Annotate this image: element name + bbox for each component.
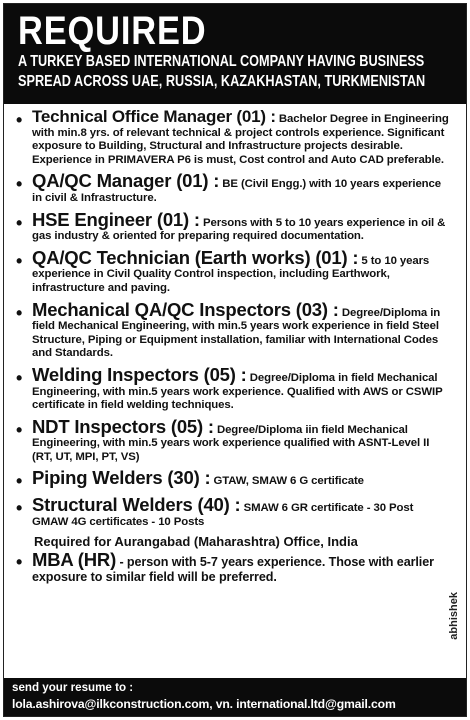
job-desc: Bachelor Degree in Engineering with min.8 yrs. of relevant technical & project controls experience. Significant exposure to Building, Structural and Infrastructure projects desirable. Experience in PRIMAVERA P6 is must, Cost control and Auto CAD preferable. [32, 113, 449, 166]
contact-footer [4, 678, 466, 716]
job-desc: Degree/Diploma in field Mechanical Engineering, with min.5 years work experience in field Steel Structure, Piping or Equipment installation, familiar with International Codes and Standards. [32, 306, 441, 360]
job-desc: GTAW, SMAW 6 G certificate [213, 475, 364, 488]
bullet-icon: • [16, 250, 23, 271]
job-desc: 5 to 10 years experience in Civil Quality Control inspection, including Earthwork, infrastructure and paving. [32, 254, 430, 294]
bullet-icon: • [16, 471, 23, 492]
advertisement [3, 3, 467, 717]
subtitle-line-2: SPREAD ACROSS UAE, RUSSIA, KAZAKHASTAN, TURKMENISTAN [18, 73, 426, 90]
job-item [16, 246, 452, 296]
bullet-icon: • [16, 212, 23, 233]
job-item [16, 548, 452, 585]
job-item [16, 298, 452, 361]
job-title: Technical Office Manager (01) : [32, 107, 276, 126]
bullet-icon: • [16, 367, 23, 388]
job-item [16, 494, 452, 529]
bullet-icon: • [16, 302, 23, 323]
job-desc: SMAW 6 GR certificate - 30 Post GMAW 4G certificates - 10 Posts [32, 502, 414, 529]
mba-list [4, 548, 466, 585]
artist-signature: abhishek [448, 592, 460, 640]
job-item [16, 467, 452, 492]
job-item [16, 107, 452, 167]
job-title: QA/QC Manager (01) : [32, 170, 220, 192]
job-desc: BE (Civil Engg.) with 10 years experience in civil & Infrastructure. [32, 178, 442, 204]
job-item [16, 415, 452, 465]
job-desc: Degree/Diploma in field Mechanical Engineering, with min.5 years work experience. Qualified with AWS or CSWIP certificate in field welding techniques. [32, 371, 443, 412]
office-note: Required for Aurangabad (Maharashtra) Office, India [34, 533, 358, 549]
bullet-icon: • [16, 419, 23, 440]
job-item [16, 363, 452, 413]
job-title: Piping Welders (30) : [32, 467, 211, 489]
job-item [16, 208, 452, 244]
job-title: Mechanical QA/QC Inspectors (03) : [32, 298, 339, 320]
resume-label: send your resume to : [12, 681, 134, 694]
job-list [4, 104, 466, 530]
headline: REQUIRED [18, 9, 207, 53]
bullet-icon: • [16, 110, 23, 130]
job-title: NDT Inspectors (05) : [32, 415, 214, 437]
subtitle-line-1: A TURKEY BASED INTERNATIONAL COMPANY HAVING BUSINESS [18, 53, 425, 70]
contact-emails[interactable]: lola.ashirova@ilkconstruction.com, vn. international.ltd@gmail.com [12, 697, 396, 711]
bullet-icon: • [16, 174, 23, 195]
job-title: MBA (HR) [32, 548, 117, 570]
job-item [16, 170, 452, 205]
header-banner [4, 4, 466, 104]
job-title: Structural Welders (40) : [32, 494, 241, 516]
job-title: QA/QC Technician (Earth works) (01) : [32, 246, 359, 268]
job-title: Welding Inspectors (05) : [32, 363, 247, 385]
job-desc: Degree/Diploma iin field Mechanical Engineering, with min.5 years work experience qualified with ASNT-Level II (RT, UT, MPI, PT, VS) [32, 423, 430, 463]
bullet-icon: • [16, 498, 23, 519]
job-desc: Persons with 5 to 10 years experience in oil & gas industry & oriented for preparing required documentation. [32, 216, 446, 243]
job-desc: - person with 5-7 years experience. Those with earlier exposure to similar field will be preferred. [32, 554, 434, 584]
job-title: HSE Engineer (01) : [32, 208, 200, 230]
bullet-icon: • [16, 551, 23, 572]
